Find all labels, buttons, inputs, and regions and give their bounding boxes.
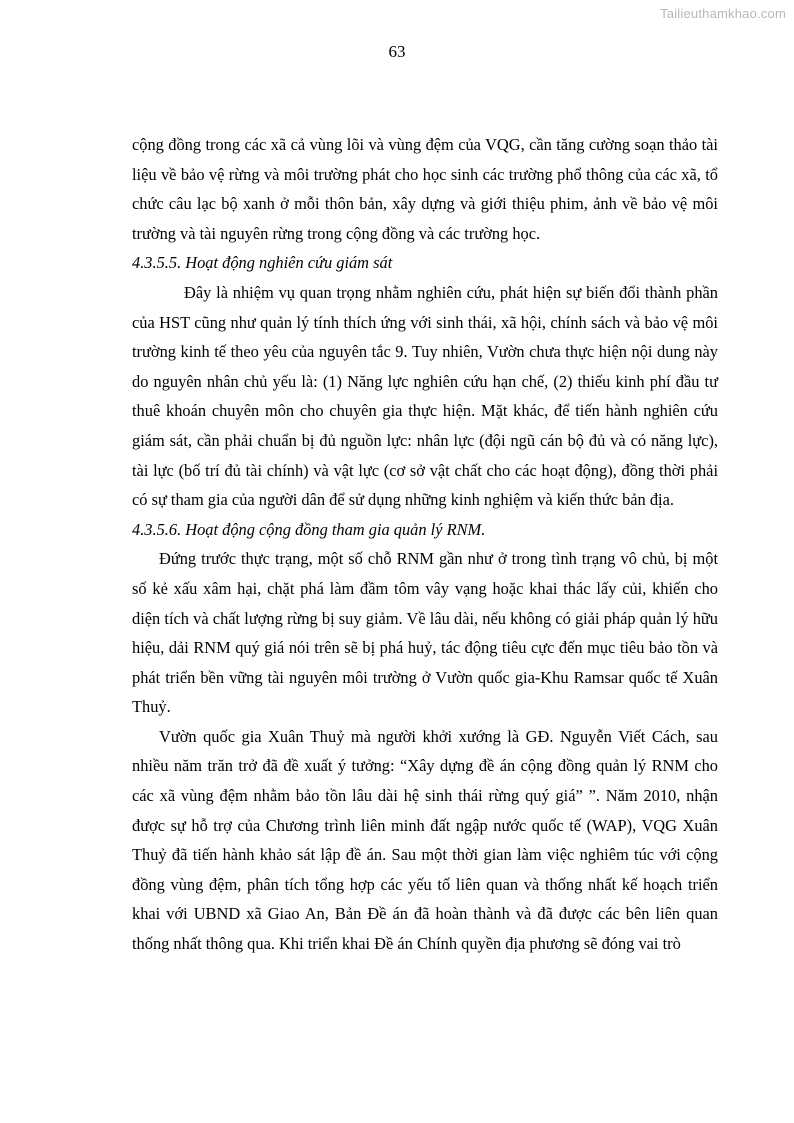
document-body bbox=[132, 130, 718, 959]
section-heading-monitoring: 4.3.5.5. Hoạt động nghiên cứu giám sát bbox=[132, 253, 393, 273]
section-heading-community-management: 4.3.5.6. Hoạt động cộng đồng tham gia quản lý RNM. bbox=[132, 519, 486, 539]
paragraph-community-education: cộng đồng trong các xã cả vùng lõi và vùng đệm của VQG, cần tăng cường soạn thảo tài liệu về bảo vệ rừng và môi trường phát cho học sinh các trường phổ thông của các xã, tổ chức câu lạc bộ xanh ở mỗi thôn bản, xây dựng và giới thiệu phim, ảnh về bảo vệ môi trường và tài nguyên rừng trong cộng đồng và các trường học. bbox=[132, 135, 718, 243]
page-number: 63 bbox=[388, 42, 406, 61]
paragraph-current-situation: Đứng trước thực trạng, một số chỗ RNM gần như ở trong tình trạng vô chủ, bị một số kẻ xấu xâm hại, chặt phá làm đầm tôm vây vạng hoặc khai thác lấy củi, khiến cho diện tích và chất lượng rừng bị suy giảm. Về lâu dài, nếu không có giải pháp quản lý hữu hiệu, dải RNM quý giá nói trên sẽ bị phá huỷ, tác động tiêu cực đến mục tiêu bảo tồn và phát triển bền vững tài nguyên môi trường ở Vườn quốc gia-Khu Ramsar quốc tế Xuân Thuỷ. bbox=[132, 549, 718, 717]
paragraph-project-proposal: Vườn quốc gia Xuân Thuỷ mà người khởi xướng là GĐ. Nguyễn Viết Cách, sau nhiều năm trăn trở đã đề xuất ý tưởng: “Xây dựng đề án cộng đồng quản lý RNM cho các xã vùng đệm nhằm bảo tồn lâu dài hệ sinh thái rừng quý giá” ”. Năm 2010, nhận được sự hỗ trợ của Chương trình liên minh đất ngập nước quốc tế (WAP), VQG Xuân Thuỷ đã tiến hành khảo sát lập đề án. Sau một thời gian làm việc nghiêm túc với cộng đồng vùng đệm, phân tích tổng hợp các yếu tố liên quan và thống nhất kế hoạch triển khai với UBND xã Giao An, Bản Đề án đã hoàn thành và đã được các bên liên quan thống nhất thông qua. Khi triển khai Đề án Chính quyền địa phương sẽ đóng vai trò bbox=[132, 726, 718, 954]
paragraph-monitoring: Đây là nhiệm vụ quan trọng nhằm nghiên cứu, phát hiện sự biến đổi thành phần của HST cũng như quản lý tính thích ứng với sinh thái, xã hội, chính sách và bảo vệ môi trường kinh tế theo yêu của nguyên tắc 9. Tuy nhiên, Vườn chưa thực hiện nội dung này do nguyên nhân chủ yếu là: (1) Năng lực nghiên cứu hạn chế, (2) thiếu kinh phí đầu tư thuê khoán chuyên môn cho chuyên gia thực hiện. Mặt khác, để tiến hành nghiên cứu giám sát, cần phải chuẩn bị đủ nguồn lực: nhân lực (đội ngũ cán bộ đủ và có năng lực), tài lực (bố trí đủ tài chính) và vật lực (cơ sở vật chất cho các hoạt động), đồng thời phải có sự tham gia của người dân để sử dụng những kinh nghiệm và kiến thức bản địa. bbox=[132, 282, 718, 510]
watermark: Tailieuthamkhao.com bbox=[660, 6, 786, 21]
